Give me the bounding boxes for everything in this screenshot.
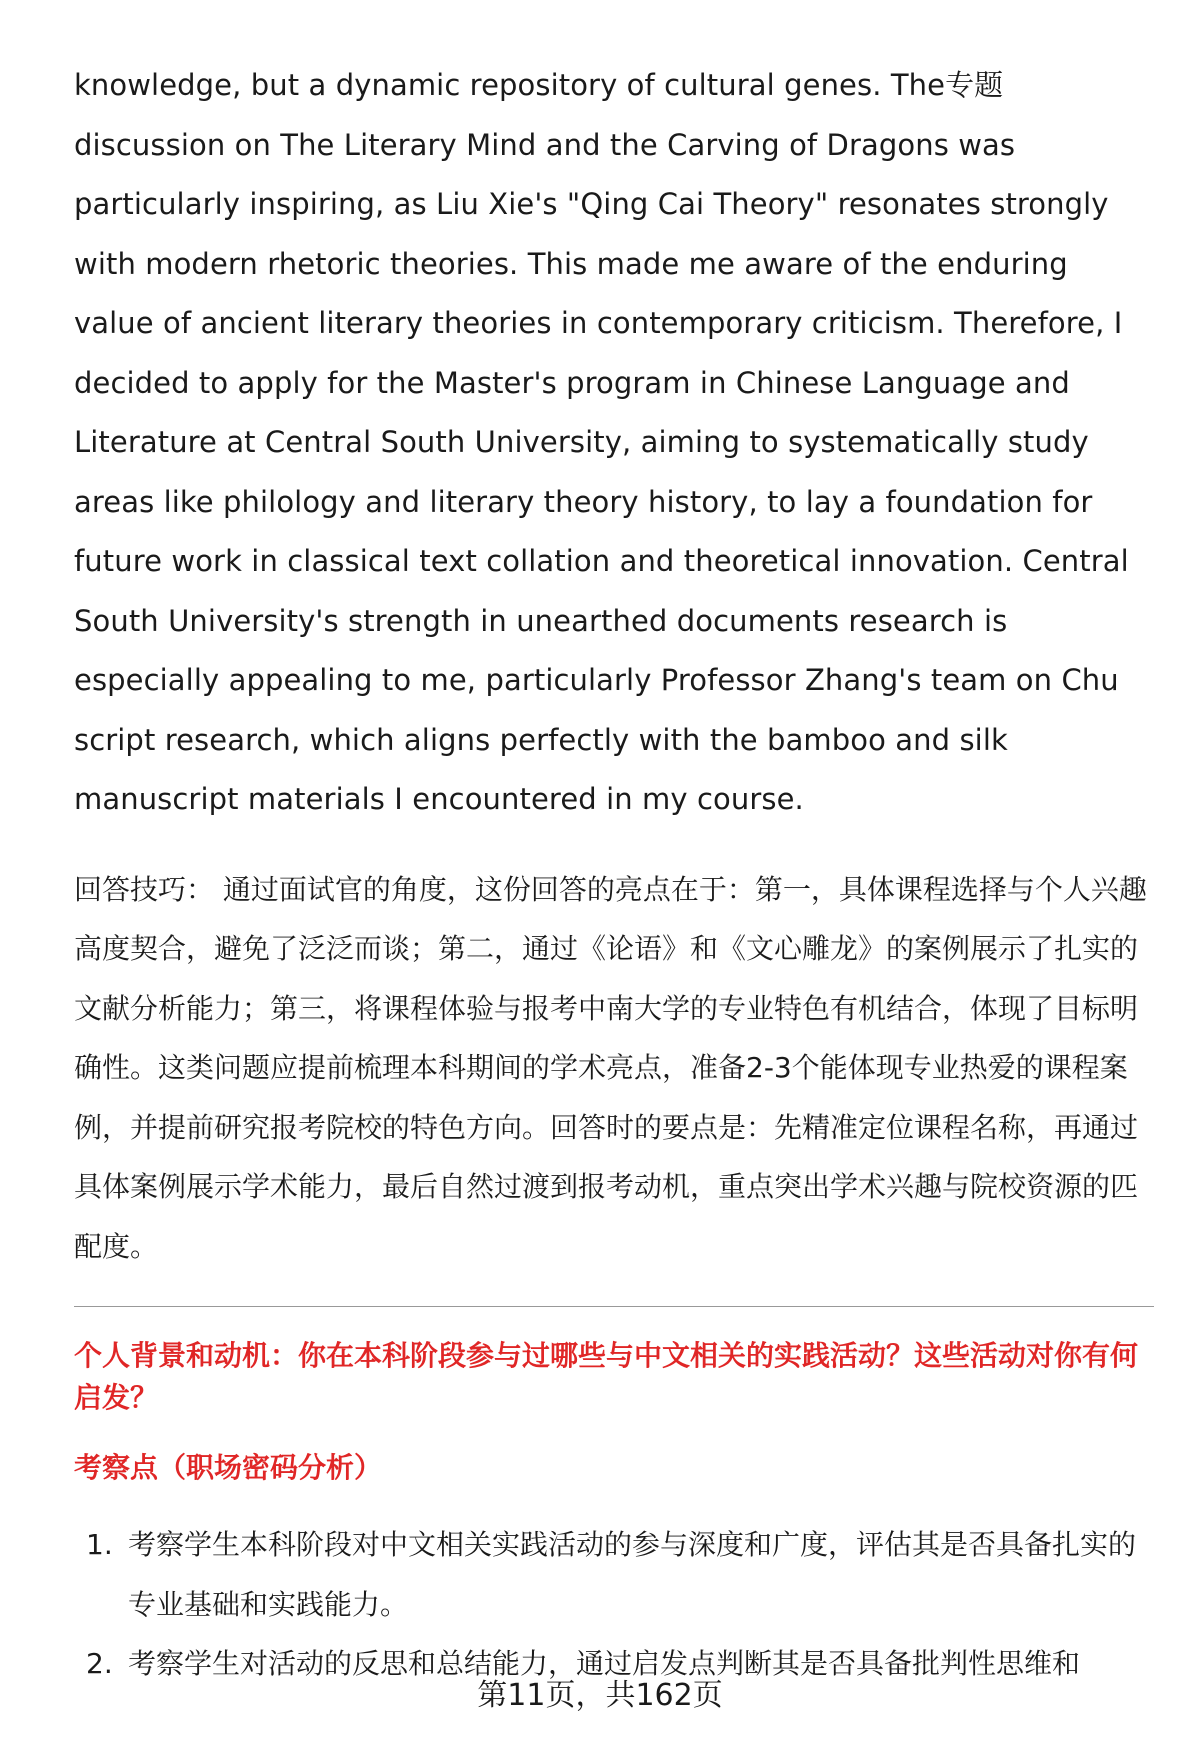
document-page [74,56,1154,1694]
answer-tips-paragraph: 回答技巧： 通过面试官的角度，这份回答的亮点在于：第一，具体课程选择与个人兴趣高度契合，避免了泛泛而谈；第二，通过《论语》和《文心雕龙》的案例展示了扎实的文献分析能力；第三，将课程体验与报考中南大学的专业特色有机结合，体现了目标明确性。这类问题应提前梳理本科期间的学术亮点，准备2-3个能体现专业热爱的课程案例，并提前研究报考院校的特色方向。回答时的要点是：先精准定位课程名称，再通过具体案例展示学术能力，最后自然过渡到报考动机，重点突出学术兴趣与院校资源的匹配度。 [74,872,1147,1263]
list-item-number: 1. [86,1528,113,1561]
section-divider [74,1306,1154,1307]
list-item-text: 考察学生本科阶段对中文相关实践活动的参与深度和广度，评估其是否具备扎实的专业基础和实践能力。 [128,1528,1137,1621]
list-item-text: 考察学生对活动的反思和总结能力，通过启发点判断其是否具备批判性思维和 [128,1647,1081,1680]
list-item-number: 2. [86,1647,113,1680]
question-heading: 个人背景和动机：你在本科阶段参与过哪些与中文相关的实践活动？这些活动对你有何启发？ [74,1339,1139,1414]
page-number-footer: 第11页，共162页 [477,1678,723,1713]
assessment-points-heading: 考察点（职场密码分析） [74,1451,383,1484]
assessment-points-list [74,1515,1154,1694]
english-answer-paragraph: knowledge, but a dynamic repository of cultural genes. The专题discussion on The Literary Mind and the Carving of Dragons was particularly inspiring, as Liu Xie's "Qing Cai Theory" resonates strongly with modern rhetoric theories. This made me aware of the enduring value of ancient literary theories in contemporary criticism. Therefore, I decided to apply for the Master's program in Chinese Language and Literature at Central South University, aiming to systematically study areas like philology and literary theory history, to lay a foundation for future work in classical text collation and theoretical innovation. Central South University's strength in unearthed documents research is especially appealing to me, particularly Professor Zhang's team on Chu script research, which aligns perfectly with the bamboo and silk manuscript materials I encountered in my course. [74,68,1129,816]
list-item [74,1515,1154,1634]
